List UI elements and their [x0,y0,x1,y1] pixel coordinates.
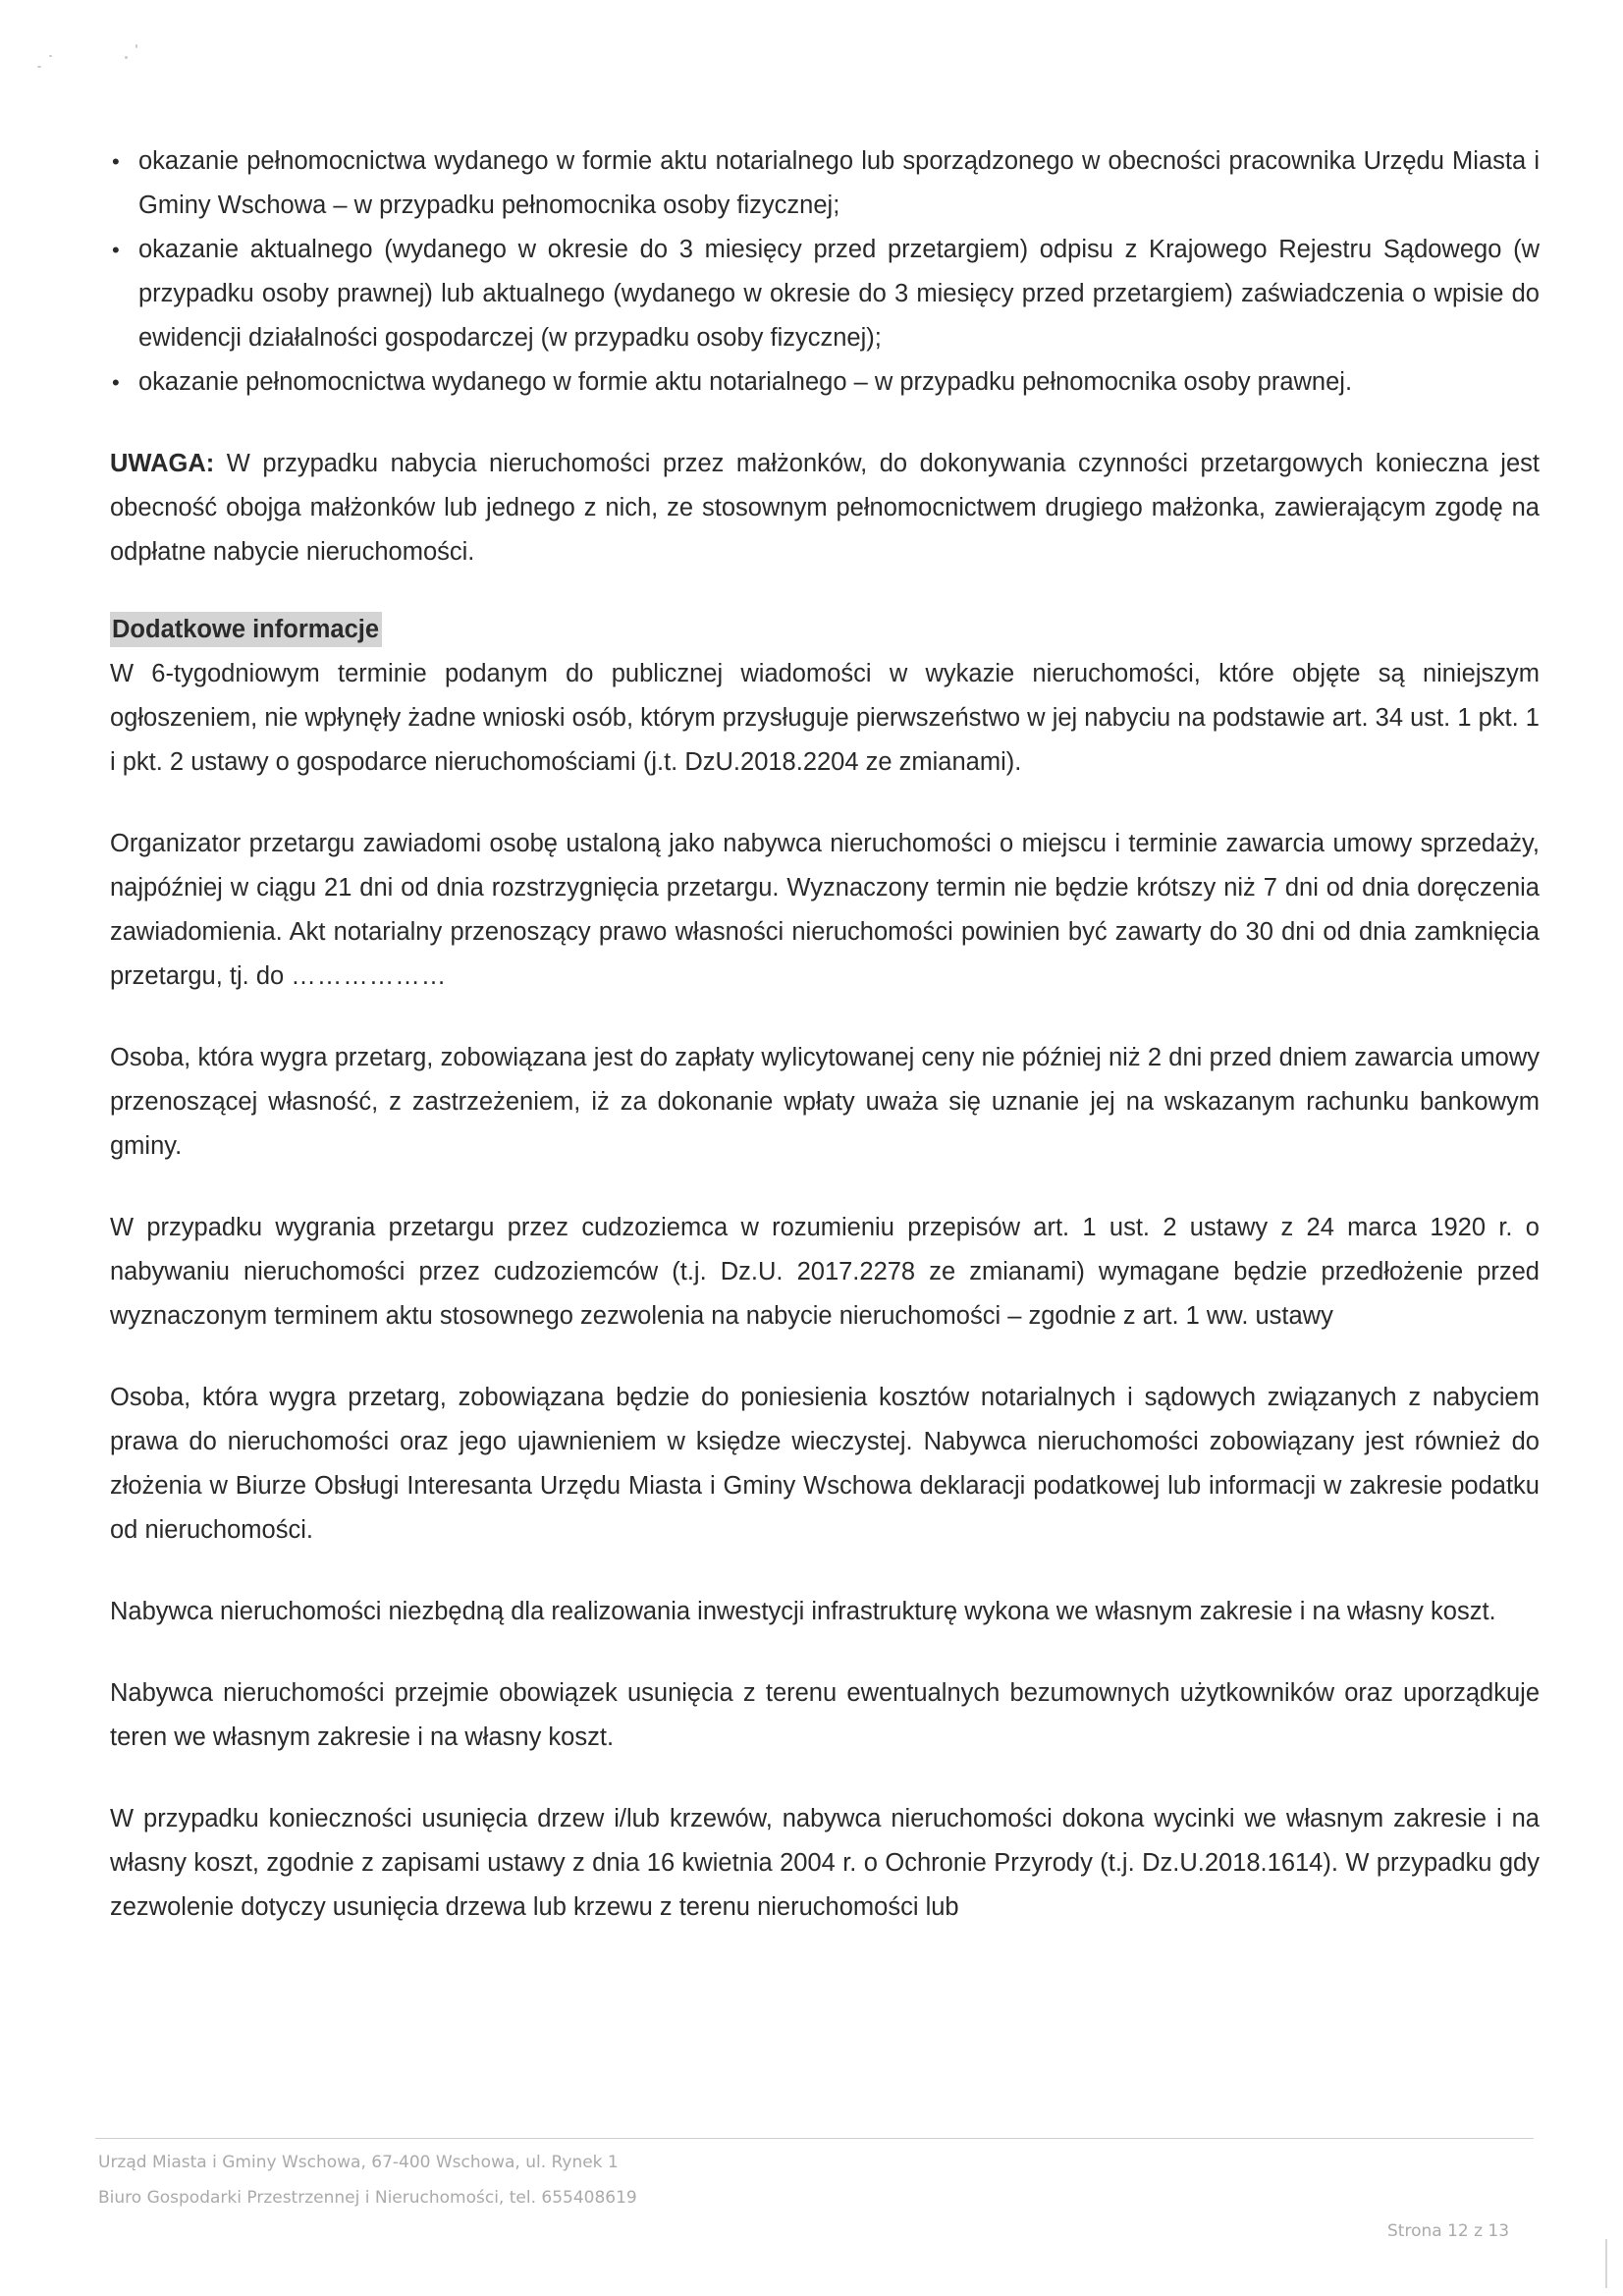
list-item [110,228,1540,360]
paragraph-infrastruktura: Nabywca nieruchomości niezbędną dla realizowania inwestycji infrastrukturę wykona we własnym zakresie i na własny koszt. [110,1598,1496,1625]
uwaga-note [110,442,1540,574]
paragraph-koszty: Osoba, która wygra przetarg, zobowiązana będzie do poniesienia kosztów notarialnych i sądowych związanych z nabyciem prawa do nieruchomości oraz jego ujawnieniem w księdze wieczystej. Nabywca nieruchomości zobowiązany jest również do złożenia w Biurze Obsługi Interesanta Urzędu Miasta i Gminy Wschowa deklaracji podatkowej lub informacji w zakresie podatku od nieruchomości. [110,1384,1540,1544]
requirements-list [110,139,1540,405]
page-number: Strona 12 z 13 [1387,2221,1510,2241]
paragraph-pierwszenstwo: W 6-tygodniowym terminie podanym do publicznej wiadomości w wykazie nieruchomości, które objęte są niniejszym ogłoszeniem, nie wpłynęły żadne wnioski osób, którym przysługuje pierwszeństwo w jej nabyciu na podstawie art. 34 ust. 1 pkt. 1 i pkt. 2 ustawy o gospodarce nieruchomościami (j.t. DzU.2018.2204 ze zmianami). [110,660,1540,776]
list-item-text: okazanie aktualnego (wydanego w okresie do 3 miesięcy przed przetargiem) odpisu z Krajowego Rejestru Sądowego (w przypadku osoby prawnej) lub aktualnego (wydanego w okresie do 3 miesięcy przed przetargiem) zaświadczenia o wpisie do ewidencji działalności gospodarczej (w przypadku osoby fizycznej); [138,236,1540,352]
date-placeholder: ……………… [291,962,448,990]
uwaga-label: UWAGA: [110,450,215,477]
paragraph-uzytkownicy: Nabywca nieruchomości przejmie obowiązek usunięcia z terenu ewentualnych bezumownych użytkowników oraz uporządkuje teren we własnym zakresie i na własny koszt. [110,1679,1540,1751]
section-heading: Dodatkowe informacje [110,612,382,647]
bullet-icon: • [112,370,120,395]
list-item [110,360,1540,405]
bullet-icon: • [112,238,120,262]
list-item-text: okazanie pełnomocnictwa wydanego w formie aktu notarialnego – w przypadku pełnomocnika osoby prawnej. [138,368,1353,396]
footer-divider [95,2138,1534,2139]
paragraph-zawiadomienie [110,822,1540,999]
uwaga-text: W przypadku nabycia nieruchomości przez małżonków, do dokonywania czynności przetargowych konieczna jest obecność obojga małżonków lub jednego z nich, ze stosownym pełnomocnictwem drugiego małżonka, zawierającym zgodę na odpłatne nabycie nieruchomości. [110,450,1540,566]
scan-speck [49,55,52,57]
scan-speck [125,56,128,59]
scan-speck [135,44,137,48]
document-body [110,139,1540,1930]
scan-edge-line [1605,2239,1607,2288]
paragraph-drzewa: W przypadku konieczności usunięcia drzew i/lub krzewów, nabywca nieruchomości dokona wycinki we własnym zakresie i na własny koszt, zgodnie z zapisami ustawy z dnia 16 kwietnia 2004 r. o Ochronie Przyrody (t.j. Dz.U.2018.1614). W przypadku gdy zezwolenie dotyczy usunięcia drzewa lub krzewu z terenu nieruchomości lub [110,1805,1540,1921]
footer-address: Urząd Miasta i Gminy Wschowa, 67-400 Wschowa, ul. Rynek 1 [98,2153,619,2172]
paragraph-zaplata: Osoba, która wygra przetarg, zobowiązana jest do zapłaty wylicytowanej ceny nie później niż 2 dni przed dniem zawarcia umowy przenoszącej własność, z zastrzeżeniem, iż za dokonanie wpłaty uważa się uznanie jej na wskazanym rachunku bankowym gminy. [110,1044,1540,1160]
footer-office-contact: Biuro Gospodarki Przestrzennej i Nieruchomości, tel. 655408619 [98,2188,637,2208]
scan-speck [37,66,41,68]
scan-artifacts [29,39,147,79]
bullet-icon: • [112,149,120,174]
list-item-text: okazanie pełnomocnictwa wydanego w formie aktu notarialnego lub sporządzonego w obecności pracownika Urzędu Miasta i Gminy Wschowa – w przypadku pełnomocnika osoby fizycznej; [138,147,1540,219]
page-footer [98,2145,637,2215]
paragraph-text: Organizator przetargu zawiadomi osobę ustaloną jako nabywca nieruchomości o miejscu i terminie zawarcia umowy sprzedaży, najpóźniej w ciągu 21 dni od dnia rozstrzygnięcia przetargu. Wyznaczony termin nie będzie krótszy niż 7 dni od dnia doręczenia zawiadomienia. Akt notarialny przenoszący prawo własności nieruchomości powinien być zawarty do 30 dni od dnia zamknięcia przetargu, tj. do [110,830,1540,990]
paragraph-cudzoziemiec: W przypadku wygrania przetargu przez cudzoziemca w rozumieniu przepisów art. 1 ust. 2 ustawy z 24 marca 1920 r. o nabywaniu nieruchomości przez cudzoziemców (t.j. Dz.U. 2017.2278 ze zmianami) wymagane będzie przedłożenie przed wyznaczonym terminem aktu stosownego zezwolenia na nabycie nieruchomości – zgodnie z art. 1 ww. ustawy [110,1214,1540,1330]
list-item [110,139,1540,228]
